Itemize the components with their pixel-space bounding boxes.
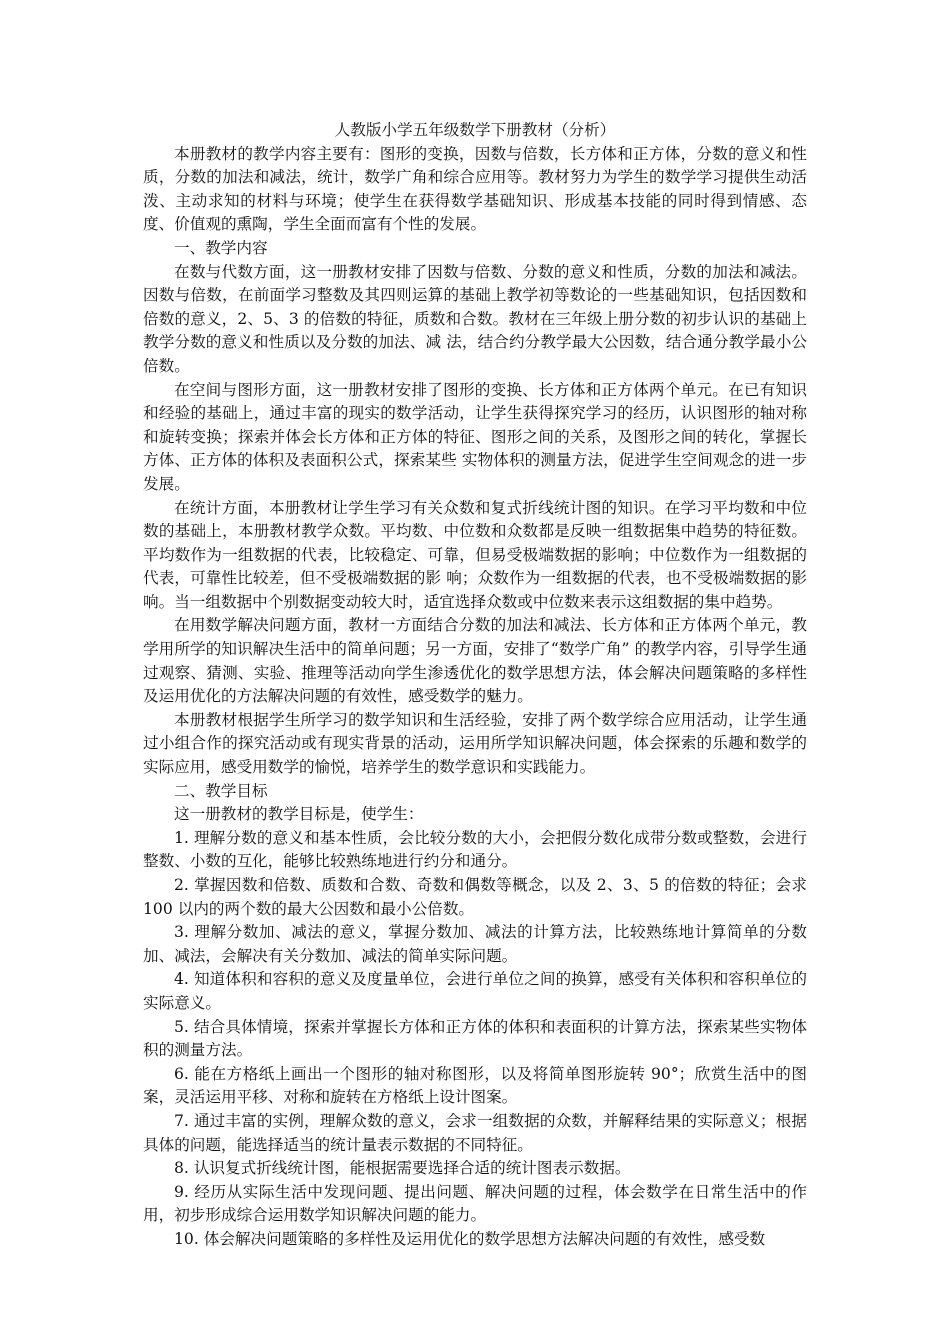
objective-item-7: 7. 通过丰富的实例，理解众数的意义，会求一组数据的众数，并解释结果的实际意义；根据具体的问题，能选择适当的统计量表示数据的不同特征。 <box>143 1111 807 1154</box>
objective-item-6: 6. 能在方格纸上画出一个图形的轴对称图形，以及将简单图形旋转 90°；欣赏生活中的图案，灵活运用平移、对称和旋转在方格纸上设计图案。 <box>143 1064 807 1107</box>
objective-item-8: 8. 认识复式折线统计图，能根据需要选择合适的统计图表示数据。 <box>174 1159 631 1178</box>
paragraph-problem-solving: 在用数学解决问题方面，教材一方面结合分数的加法和减法、长方体和正方体两个单元，教学用所学的知识解决生活中的简单问题；另一方面，安排了“数学广角” 的教学内容，引导学生通过观察、猜测、实验、推理等活动向学生渗透优化的数学思想方法，体会解决问题策略的多样性及运用优化的方法解决问题的有效性，感受数学的魅力。 <box>143 616 807 706</box>
paragraph-number-algebra: 在数与代数方面，这一册教材安排了因数与倍数、分数的意义和性质，分数的加法和减法。因数与倍数，在前面学习整数及其四则运算的基础上教学初等数论的一些基础知识，包括因数和倍数的意义，2、5、3 的倍数的特征，质数和合数。教材在三年级上册分数的初步认识的基础上教学分数的意义和性质以及分数的加法、减 法，结合约分教学最大公因数，结合通分教学最小公倍数。 <box>143 262 807 375</box>
section-heading-content: 一、教学内容 <box>174 238 268 257</box>
objective-item-2: 2. 掌握因数和倍数、质数和合数、奇数和偶数等概念，以及 2、3、5 的倍数的特征；会求 100 以内的两个数的最大公因数和最小公倍数。 <box>143 876 807 918</box>
paragraph-comprehensive-application: 本册教材根据学生所学习的数学知识和生活经验，安排了两个数学综合应用活动，让学生通过小组合作的探究活动或有现实背景的活动，运用所学知识解决问题，体会探索的乐趣和数学的实际应用，感受用数学的愉悦，培养学生的数学意识和实践能力。 <box>143 710 807 777</box>
objective-item-5: 5. 结合具体情境，探索并掌握长方体和正方体的体积和表面积的计算方法，探索某些实物体积的测量方法。 <box>143 1017 807 1060</box>
intro-paragraph: 本册教材的教学内容主要有：图形的变换，因数与倍数，长方体和正方体，分数的意义和性质，分数的加法和减法，统计，数学广角和综合应用等。教材努力为学生的数学学习提供生动活泼、主动求知的材料与环境；使学生在获得数学基础知识、形成基本技能的同时得到情感、态度、价值观的熏陶，学生全面而富有个性的发展。 <box>143 144 807 234</box>
objectives-intro: 这一册教材的教学目标是，使学生： <box>174 805 424 824</box>
objective-item-9: 9. 经历从实际生活中发现问题、提出问题、解决问题的过程，体会数学在日常生活中的作用，初步形成综合运用数学知识解决问题的能力。 <box>143 1182 807 1225</box>
section-heading-objectives: 二、教学目标 <box>174 781 268 800</box>
objective-item-4: 4. 知道体积和容积的意义及度量单位，会进行单位之间的换算，感受有关体积和容积单位的实际意义。 <box>143 970 807 1012</box>
objective-item-10: 10. 体会解决问题策略的多样性及运用优化的数学思想方法解决问题的有效性，感受数 <box>174 1229 766 1248</box>
paragraph-statistics: 在统计方面，本册教材让学生学习有关众数和复式折线统计图的知识。在学习平均数和中位数的基础上，本册教材教学众数。平均数、中位数和众数都是反映一组数据集中趋势的特征数。平均数作为一组数据的代表，比较稳定、可靠，但易受极端数据的影响；中位数作为一组数据的代表，可靠性比较差，但不受极端数据的影 响；众数作为一组数据的代表，也不受极端数据的影响。当一组数据中个别数据变动较大时，适宜选择众数或中位数来表示这组数据的集中趋势。 <box>143 498 807 611</box>
document-page <box>143 119 807 1252</box>
paragraph-space-geometry: 在空间与图形方面，这一册教材安排了图形的变换、长方体和正方体两个单元。在已有知识和经验的基础上，通过丰富的现实的数学活动，让学生获得探究学习的经历，认识图形的轴对称和旋转变换；探索并体会长方体和正方体的特征、图形之间的关系，及图形之间的转化，掌握长方体、正方体的体积及表面积公式，探索某些 实物体积的测量方法，促进学生空间观念的进一步发展。 <box>143 380 807 493</box>
document-title: 人教版小学五年级数学下册教材（分析） <box>334 121 616 139</box>
objective-item-1: 1. 理解分数的意义和基本性质，会比较分数的大小，会把假分数化成带分数或整数，会进行整数、小数的互化，能够比较熟练地进行约分和通分。 <box>143 828 807 871</box>
objective-item-3: 3. 理解分数加、减法的意义，掌握分数加、减法的计算方法，比较熟练地计算简单的分数加、减法，会解决有关分数加、减法的简单实际问题。 <box>143 923 807 965</box>
